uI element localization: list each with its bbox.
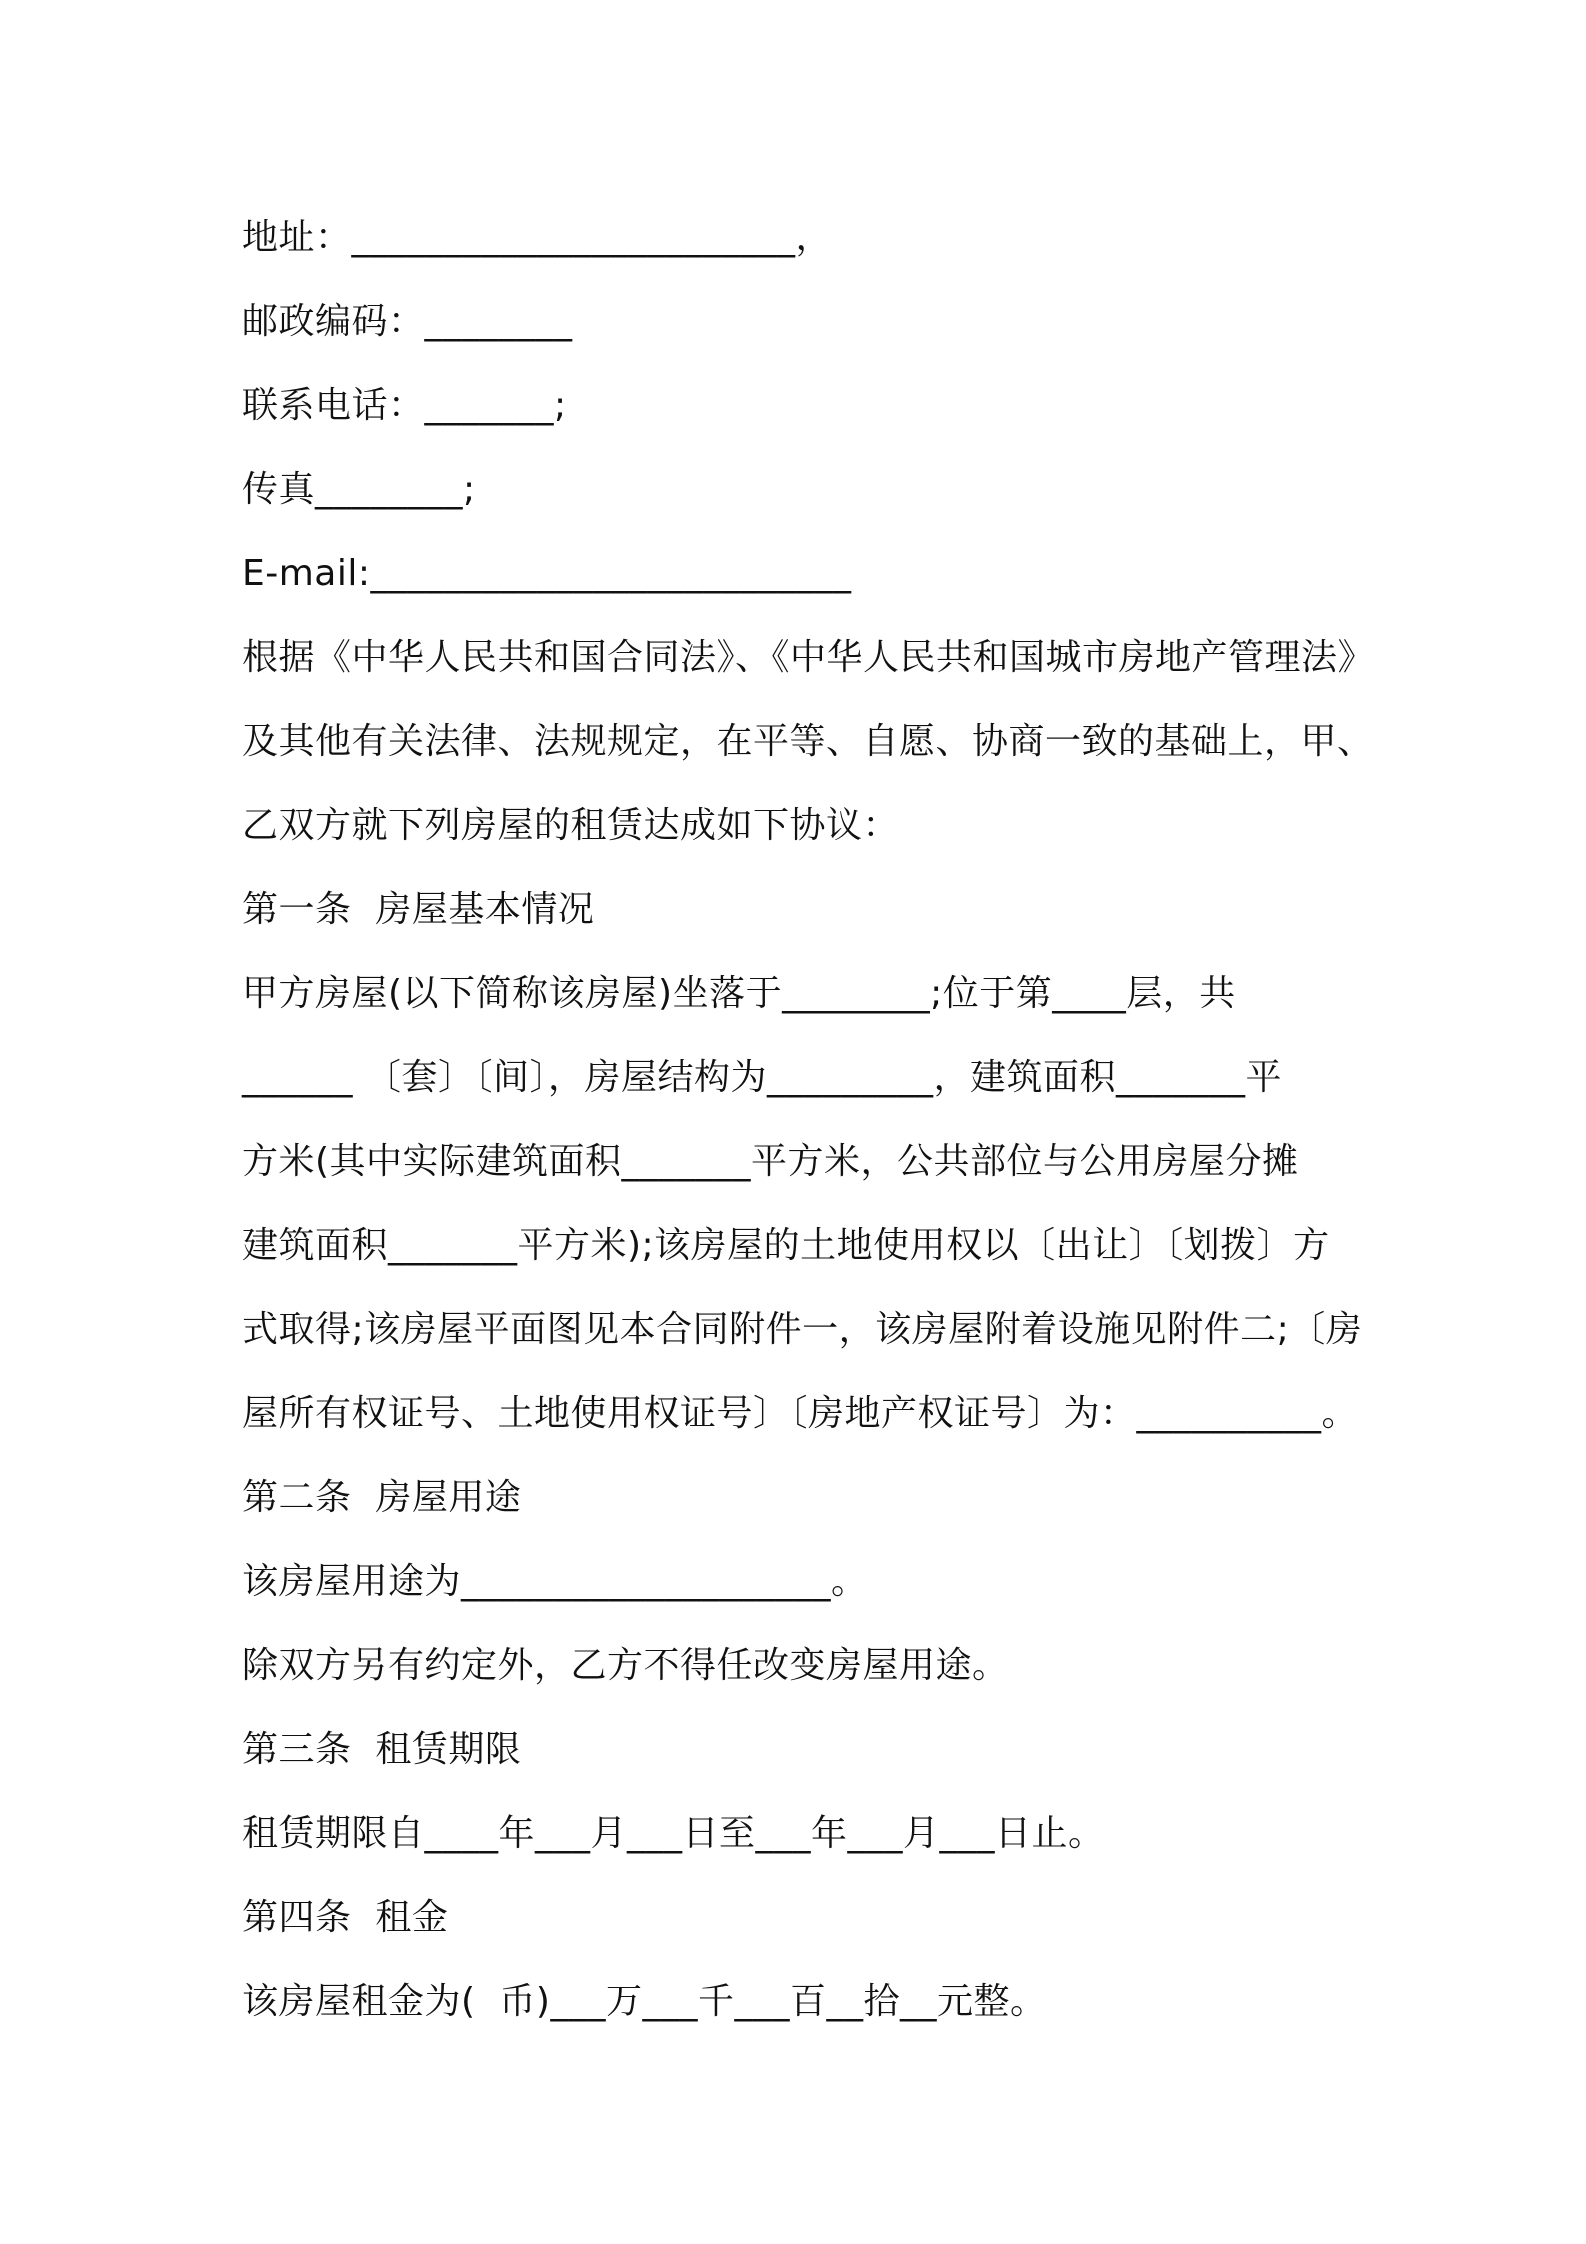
- article-1-line-5: 式取得;该房屋平面图见本合同附件一，该房屋附着设施见附件二;〔房: [242, 1309, 1363, 1350]
- preamble-line-1: 根据《中华人民共和国合同法》、《中华人民共和国城市房地产管理法》: [242, 637, 1375, 678]
- phone-line: 联系电话：_______;: [242, 385, 567, 426]
- preamble-line-3: 乙双方就下列房屋的租赁达成如下协议：: [242, 805, 900, 846]
- article-1-line-4: 建筑面积_______平方米);该房屋的土地使用权以〔出让〕〔划拨〕方: [242, 1225, 1330, 1266]
- article-1-line-3: 方米(其中实际建筑面积_______平方米，公共部位与公用房屋分摊: [242, 1141, 1299, 1182]
- address-line: 地址：________________________，: [242, 217, 833, 258]
- article-1-line-6: 屋所有权证号、土地使用权证号〕〔房地产权证号〕为：__________。: [242, 1393, 1359, 1434]
- preamble-line-2: 及其他有关法律、法规规定，在平等、自愿、协商一致的基础上，甲、: [242, 721, 1374, 762]
- article-2-heading: 第二条 房屋用途: [242, 1477, 522, 1518]
- article-3-line-1: 租赁期限自____年___月___日至___年___月___日止。: [242, 1813, 1105, 1854]
- article-2-line-1: 该房屋用途为____________________。: [242, 1561, 868, 1602]
- article-4-heading: 第四条 租金: [242, 1897, 449, 1938]
- article-1-heading: 第一条 房屋基本情况: [242, 889, 595, 930]
- fax-line: 传真________;: [242, 469, 476, 510]
- email-line: E-mail:__________________________: [242, 553, 852, 594]
- article-1-line-1: 甲方房屋(以下简称该房屋)坐落于________;位于第____层，共: [242, 973, 1236, 1014]
- document-body: [242, 196, 1375, 2044]
- article-1-line-2: ______ 〔套〕〔间〕，房屋结构为_________，建筑面积_______平: [242, 1057, 1282, 1098]
- article-4-line-1: 该房屋租金为( 币)___万___千___百__拾__元整。: [242, 1981, 1047, 2022]
- postal-code-line: 邮政编码：________: [242, 301, 573, 342]
- article-3-heading: 第三条 租赁期限: [242, 1729, 522, 1770]
- article-2-line-2: 除双方另有约定外，乙方不得任改变房屋用途。: [242, 1645, 1009, 1686]
